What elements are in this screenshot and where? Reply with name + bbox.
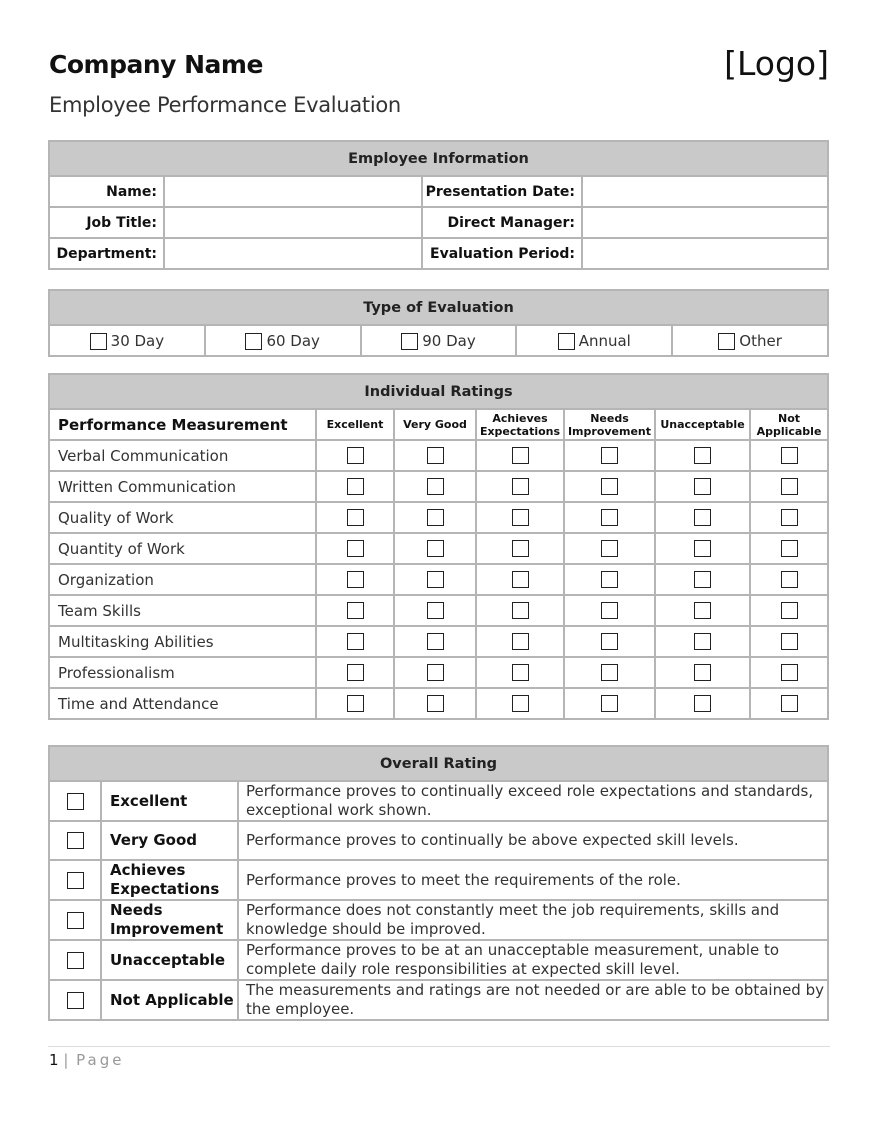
rating-cell[interactable] — [476, 626, 564, 657]
header-line: Applicable — [756, 424, 822, 438]
rating-row — [49, 471, 828, 502]
rating-name — [101, 821, 238, 860]
measurement-column-header: Performance Measurement — [49, 409, 316, 440]
name-line: Expectations — [110, 880, 220, 898]
rating-cell[interactable] — [394, 657, 476, 688]
rating-checkbox[interactable] — [512, 633, 529, 650]
rating-cell[interactable] — [655, 440, 750, 471]
checkbox[interactable] — [90, 333, 107, 350]
rating-column-header — [750, 409, 828, 440]
rating-checkbox[interactable] — [512, 509, 529, 526]
rating-description: The measurements and ratings are not needed or are able to be obtained by the employee. — [238, 980, 828, 1020]
rating-cell[interactable] — [476, 502, 564, 533]
overall-rating-table — [48, 745, 829, 1021]
rating-checkbox[interactable] — [781, 633, 798, 650]
rating-cell[interactable] — [316, 688, 394, 719]
measurement-label: Written Communication — [49, 471, 316, 502]
checkbox-cell[interactable] — [49, 900, 101, 940]
rating-cell[interactable] — [316, 502, 394, 533]
rating-checkbox[interactable] — [347, 602, 364, 619]
rating-row — [49, 595, 828, 626]
info-row — [49, 207, 828, 238]
rating-cell[interactable] — [564, 471, 655, 502]
rating-checkbox[interactable] — [781, 602, 798, 619]
rating-cell[interactable] — [394, 533, 476, 564]
rating-checkbox[interactable] — [601, 509, 618, 526]
name-line: Not Applicable — [110, 990, 234, 1009]
rating-checkbox[interactable] — [694, 571, 711, 588]
rating-cell[interactable] — [394, 626, 476, 657]
rating-cell[interactable] — [476, 595, 564, 626]
evaluation-type-option[interactable] — [672, 325, 828, 356]
rating-column-header — [564, 409, 655, 440]
header-line: Improvement — [567, 424, 652, 438]
field-label: Direct Manager: — [422, 207, 582, 238]
rating-cell[interactable] — [655, 657, 750, 688]
rating-cell[interactable] — [476, 688, 564, 719]
rating-description: Performance proves to continually be above expected skill levels. — [238, 821, 828, 860]
checkbox[interactable] — [401, 333, 418, 350]
rating-cell[interactable] — [655, 626, 750, 657]
page-number: 1 — [49, 1051, 59, 1069]
rating-row — [49, 440, 828, 471]
measurement-label: Verbal Communication — [49, 440, 316, 471]
rating-cell[interactable] — [476, 440, 564, 471]
name-line: Improvement — [110, 920, 224, 938]
rating-cell[interactable] — [564, 626, 655, 657]
rating-cell[interactable] — [750, 626, 828, 657]
rating-checkbox[interactable] — [427, 633, 444, 650]
evaluation-type-option[interactable] — [205, 325, 361, 356]
field-label: Evaluation Period: — [422, 238, 582, 269]
rating-checkbox[interactable] — [694, 540, 711, 557]
checkbox[interactable] — [558, 333, 575, 350]
field-label: Department: — [49, 238, 164, 269]
checkbox-cell[interactable] — [49, 980, 101, 1020]
field-label: Job Title: — [49, 207, 164, 238]
rating-cell[interactable] — [655, 564, 750, 595]
rating-checkbox[interactable] — [601, 602, 618, 619]
rating-checkbox[interactable] — [694, 602, 711, 619]
rating-cell[interactable] — [564, 440, 655, 471]
rating-checkbox[interactable] — [347, 540, 364, 557]
rating-checkbox[interactable] — [347, 509, 364, 526]
rating-checkbox[interactable] — [781, 664, 798, 681]
rating-cell[interactable] — [316, 595, 394, 626]
name-line: Excellent — [110, 791, 188, 810]
measurement-label: Quality of Work — [49, 502, 316, 533]
rating-cell[interactable] — [750, 471, 828, 502]
rating-checkbox[interactable] — [601, 633, 618, 650]
field-input[interactable] — [164, 207, 422, 238]
checkbox-cell[interactable] — [49, 821, 101, 860]
rating-cell[interactable] — [394, 471, 476, 502]
rating-cell[interactable] — [316, 471, 394, 502]
rating-row — [49, 626, 828, 657]
rating-checkbox[interactable] — [512, 447, 529, 464]
rating-row — [49, 657, 828, 688]
checkbox[interactable] — [245, 333, 262, 350]
overall-checkbox[interactable] — [67, 992, 84, 1009]
option-label: 60 Day — [266, 331, 320, 350]
section-header: Overall Rating — [49, 746, 828, 781]
rating-cell[interactable] — [564, 502, 655, 533]
overall-rating-row — [49, 900, 828, 940]
rating-checkbox[interactable] — [512, 664, 529, 681]
company-name: Company Name — [49, 50, 263, 79]
rating-checkbox[interactable] — [427, 664, 444, 681]
overall-rating-row — [49, 980, 828, 1020]
rating-cell[interactable] — [316, 440, 394, 471]
overall-checkbox[interactable] — [67, 832, 84, 849]
evaluation-type-option[interactable] — [361, 325, 517, 356]
rating-cell[interactable] — [394, 440, 476, 471]
rating-checkbox[interactable] — [601, 540, 618, 557]
rating-checkbox[interactable] — [694, 695, 711, 712]
individual-ratings-table — [48, 373, 829, 720]
name-line: Unacceptable — [110, 950, 226, 969]
rating-cell[interactable] — [750, 595, 828, 626]
overall-checkbox[interactable] — [67, 872, 84, 889]
overall-checkbox[interactable] — [67, 952, 84, 969]
rating-checkbox[interactable] — [427, 478, 444, 495]
rating-cell[interactable] — [316, 657, 394, 688]
info-row — [49, 176, 828, 207]
rating-cell[interactable] — [316, 533, 394, 564]
rating-cell[interactable] — [655, 533, 750, 564]
rating-cell[interactable] — [394, 564, 476, 595]
rating-checkbox[interactable] — [601, 695, 618, 712]
rating-checkbox[interactable] — [427, 540, 444, 557]
section-header: Individual Ratings — [49, 374, 828, 409]
rating-description: Performance proves to meet the requirements of the role. — [238, 860, 828, 900]
rating-cell[interactable] — [316, 564, 394, 595]
rating-column-header — [476, 409, 564, 440]
rating-cell[interactable] — [750, 440, 828, 471]
rating-checkbox[interactable] — [512, 602, 529, 619]
rating-cell[interactable] — [655, 471, 750, 502]
option-label: Annual — [578, 331, 631, 350]
rating-checkbox[interactable] — [781, 571, 798, 588]
rating-checkbox[interactable] — [781, 478, 798, 495]
page-label: Page — [76, 1051, 125, 1069]
evaluation-type-option[interactable] — [516, 325, 672, 356]
rating-column-header — [316, 409, 394, 440]
measurement-label: Professionalism — [49, 657, 316, 688]
checkbox[interactable] — [718, 333, 735, 350]
rating-cell[interactable] — [655, 595, 750, 626]
rating-checkbox[interactable] — [427, 602, 444, 619]
rating-cell[interactable] — [655, 688, 750, 719]
rating-row — [49, 564, 828, 595]
overall-checkbox[interactable] — [67, 912, 84, 929]
header-line: Excellent — [326, 418, 384, 431]
field-input[interactable] — [164, 238, 422, 269]
overall-rating-row — [49, 860, 828, 900]
logo-placeholder: [Logo] — [724, 44, 829, 83]
rating-cell[interactable] — [750, 502, 828, 533]
rating-checkbox[interactable] — [512, 540, 529, 557]
rating-checkbox[interactable] — [601, 664, 618, 681]
rating-checkbox[interactable] — [601, 478, 618, 495]
rating-checkbox[interactable] — [427, 447, 444, 464]
evaluation-type-option[interactable] — [49, 325, 205, 356]
rating-cell[interactable] — [476, 657, 564, 688]
rating-row — [49, 533, 828, 564]
rating-checkbox[interactable] — [347, 571, 364, 588]
measurement-label: Quantity of Work — [49, 533, 316, 564]
rating-cell[interactable] — [394, 595, 476, 626]
measurement-label: Organization — [49, 564, 316, 595]
section-header: Employee Information — [49, 141, 828, 176]
rating-cell[interactable] — [476, 471, 564, 502]
rating-cell[interactable] — [750, 688, 828, 719]
rating-checkbox[interactable] — [601, 447, 618, 464]
header-line: Needs — [590, 411, 629, 425]
measurement-label: Multitasking Abilities — [49, 626, 316, 657]
field-input[interactable] — [582, 176, 828, 207]
rating-name — [101, 900, 238, 940]
rating-cell[interactable] — [476, 564, 564, 595]
rating-cell[interactable] — [564, 657, 655, 688]
rating-cell[interactable] — [655, 502, 750, 533]
employee-information-table — [48, 140, 829, 270]
measurement-label: Team Skills — [49, 595, 316, 626]
rating-row — [49, 502, 828, 533]
rating-checkbox[interactable] — [427, 695, 444, 712]
rating-checkbox[interactable] — [694, 664, 711, 681]
checkbox-cell[interactable] — [49, 781, 101, 821]
rating-cell[interactable] — [750, 564, 828, 595]
rating-checkbox[interactable] — [781, 540, 798, 557]
checkbox-cell[interactable] — [49, 940, 101, 980]
rating-checkbox[interactable] — [427, 571, 444, 588]
rating-cell[interactable] — [394, 502, 476, 533]
rating-name — [101, 980, 238, 1020]
checkbox-cell[interactable] — [49, 860, 101, 900]
option-label: Other — [739, 331, 782, 350]
rating-checkbox[interactable] — [512, 571, 529, 588]
name-line: Needs — [110, 901, 163, 919]
rating-checkbox[interactable] — [601, 571, 618, 588]
rating-checkbox[interactable] — [781, 509, 798, 526]
document-title: Employee Performance Evaluation — [49, 93, 401, 117]
option-label: 30 Day — [110, 331, 165, 350]
rating-checkbox[interactable] — [781, 695, 798, 712]
header-line: Not — [777, 411, 801, 425]
rating-checkbox[interactable] — [347, 447, 364, 464]
header-line: Unacceptable — [660, 418, 745, 431]
rating-cell[interactable] — [564, 533, 655, 564]
rating-cell[interactable] — [394, 688, 476, 719]
rating-checkbox[interactable] — [694, 633, 711, 650]
overall-rating-row — [49, 781, 828, 821]
field-label: Presentation Date: — [422, 176, 582, 207]
rating-cell[interactable] — [476, 533, 564, 564]
name-line: Very Good — [110, 831, 198, 849]
overall-rating-row — [49, 821, 828, 860]
rating-checkbox[interactable] — [512, 478, 529, 495]
rating-checkbox[interactable] — [347, 633, 364, 650]
rating-checkbox[interactable] — [694, 447, 711, 464]
info-row — [49, 238, 828, 269]
rating-checkbox[interactable] — [427, 509, 444, 526]
header-line: Expectations — [479, 424, 561, 438]
field-input[interactable] — [582, 238, 828, 269]
footer-divider — [48, 1046, 830, 1047]
rating-row — [49, 688, 828, 719]
rating-checkbox[interactable] — [694, 478, 711, 495]
rating-cell[interactable] — [564, 564, 655, 595]
rating-cell[interactable] — [750, 533, 828, 564]
section-header: Type of Evaluation — [49, 290, 828, 325]
rating-description: Performance proves to be at an unacceptable measurement, unable to complete daily role responsibilities at expected skill level. — [238, 940, 828, 980]
header-line: Achieves — [492, 411, 548, 425]
rating-column-header — [394, 409, 476, 440]
rating-checkbox[interactable] — [694, 509, 711, 526]
rating-checkbox[interactable] — [347, 664, 364, 681]
rating-description: Performance proves to continually exceed role expectations and standards, exceptional work shown. — [238, 781, 828, 821]
rating-description: Performance does not constantly meet the job requirements, skills and knowledge should be improved. — [238, 900, 828, 940]
rating-cell[interactable] — [750, 657, 828, 688]
header-line: Very Good — [403, 418, 467, 431]
footer-separator: | — [63, 1051, 72, 1069]
rating-name — [101, 781, 238, 821]
field-input[interactable] — [164, 176, 422, 207]
field-input[interactable] — [582, 207, 828, 238]
overall-checkbox[interactable] — [67, 793, 84, 810]
rating-cell[interactable] — [316, 626, 394, 657]
rating-name — [101, 860, 238, 900]
overall-rating-row — [49, 940, 828, 980]
rating-cell[interactable] — [564, 688, 655, 719]
rating-column-header — [655, 409, 750, 440]
rating-checkbox[interactable] — [347, 478, 364, 495]
measurement-label: Time and Attendance — [49, 688, 316, 719]
rating-name — [101, 940, 238, 980]
rating-checkbox[interactable] — [512, 695, 529, 712]
rating-checkbox[interactable] — [781, 447, 798, 464]
page-footer — [49, 1051, 125, 1069]
name-line: Achieves — [110, 861, 186, 879]
field-label: Name: — [49, 176, 164, 207]
rating-checkbox[interactable] — [347, 695, 364, 712]
rating-cell[interactable] — [564, 595, 655, 626]
evaluation-type-table — [48, 289, 829, 357]
option-label: 90 Day — [422, 331, 476, 350]
